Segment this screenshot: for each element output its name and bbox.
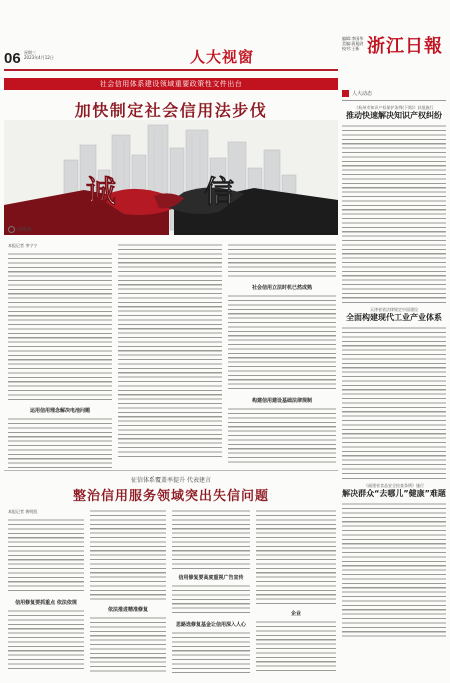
article2-subhead-2: 依法推进精准修复 <box>107 607 148 613</box>
editor-credit: 编辑:李国华 <box>342 36 364 41</box>
news-item-title: 解决群众“去哪儿”健康”难题 <box>342 489 446 498</box>
article2-subhead-1: 信用修复要抓重点 依法依规 <box>15 600 77 606</box>
news-item-kicker: 《福建省食品安全检查条例》施行 <box>364 483 424 488</box>
news-item-heading <box>342 105 446 121</box>
article2-col1 <box>8 506 84 671</box>
right-column-rule <box>342 478 446 479</box>
body-text-block <box>172 631 250 673</box>
page-number: 06 <box>4 50 21 67</box>
policy-banner: 社会信用体系建设领域重要政策性文件出台 <box>4 78 338 90</box>
issue-date: 2023年4月12日 <box>24 55 54 60</box>
body-text-block <box>172 584 250 616</box>
article1-byline: 本报记者 李宁宁 <box>8 243 38 248</box>
column-logo-label: 深聚焦 <box>17 227 33 233</box>
news-item-heading <box>342 483 446 499</box>
article2-col4 <box>256 506 336 672</box>
tag-square-icon <box>342 90 349 97</box>
article-divider <box>4 470 338 471</box>
article2-col2 <box>90 506 166 672</box>
article1-subhead-2: 社会信用立法时机已然成熟 <box>251 285 312 291</box>
right-news-column <box>342 74 446 678</box>
article2-headline: 整治信用服务领域突出失信问题 <box>72 489 269 504</box>
handshake-illustration <box>4 120 338 235</box>
news-item-title: 全面构建现代工业产业体系 <box>346 313 442 322</box>
news-item-kicker: 《杭州市知识产权保护条例(下简)》获批施行 <box>354 105 434 110</box>
illustration-char-right: 信 <box>204 175 234 210</box>
article1-col3 <box>228 240 336 463</box>
body-text-block <box>342 326 446 476</box>
article2-subhead-4: 思路选修复基金让信用深入人心 <box>175 622 246 628</box>
illustration-char-left: 诚 <box>86 175 116 210</box>
body-text-block <box>118 243 222 459</box>
page-header <box>0 0 450 74</box>
right-column-rule <box>342 100 446 101</box>
header-rule <box>4 69 338 71</box>
issue-meta <box>24 50 54 60</box>
issue-weekday: 星期三 <box>24 50 36 55</box>
article2-kicker: 征信体系覆盖率提升 代表建言 <box>131 477 211 484</box>
masthead <box>342 32 446 66</box>
body-text-block <box>256 620 336 672</box>
column-logo-icon <box>8 226 15 233</box>
right-column-tag <box>342 88 446 98</box>
body-text-block <box>8 518 84 594</box>
body-text-block <box>8 417 112 469</box>
right-column-tag-label: 人大动态 <box>352 90 373 97</box>
body-text-block <box>342 124 446 300</box>
article1-subhead-3: 构建信用建设基础法律规制 <box>251 398 312 404</box>
newspaper-logo: 浙江日報 <box>367 36 443 57</box>
body-text-block <box>172 509 250 569</box>
right-column-rule <box>342 302 446 303</box>
body-text-block <box>342 502 446 640</box>
main-headline: 加快制定社会信用法步伐 <box>74 101 268 120</box>
body-text-block <box>228 294 336 392</box>
section-title: 人大视窗 <box>190 48 255 66</box>
article2-col3 <box>172 506 250 673</box>
article1-col2 <box>118 240 222 459</box>
body-text-block <box>256 509 336 605</box>
proofreader-credit: 校对:王新 <box>342 46 360 51</box>
article1-subhead-1: 运用信用理念解决电池问题 <box>29 408 90 414</box>
body-text-block <box>8 252 112 402</box>
designer-credit: 美编:蒋旭尉 <box>342 41 364 46</box>
news-item-title: 推动快速解决知识产权纠纷 <box>346 111 442 120</box>
body-text-block <box>8 609 84 671</box>
article2-subhead-5: 企业 <box>290 611 301 617</box>
article2-subhead-3: 信用修复要高度重视广告宣传 <box>178 575 244 581</box>
body-text-block <box>90 616 166 672</box>
body-text-block <box>228 407 336 463</box>
article2-byline: 本报记者 黄明凯 <box>8 509 38 514</box>
article1-col1 <box>8 240 112 469</box>
news-item-heading <box>342 307 446 323</box>
body-text-block <box>90 509 166 601</box>
editor-credits <box>342 36 363 51</box>
body-text-block <box>228 243 336 279</box>
news-item-kicker: 天津省省法律规定中国建设 <box>370 307 418 312</box>
column-logo <box>8 226 32 233</box>
